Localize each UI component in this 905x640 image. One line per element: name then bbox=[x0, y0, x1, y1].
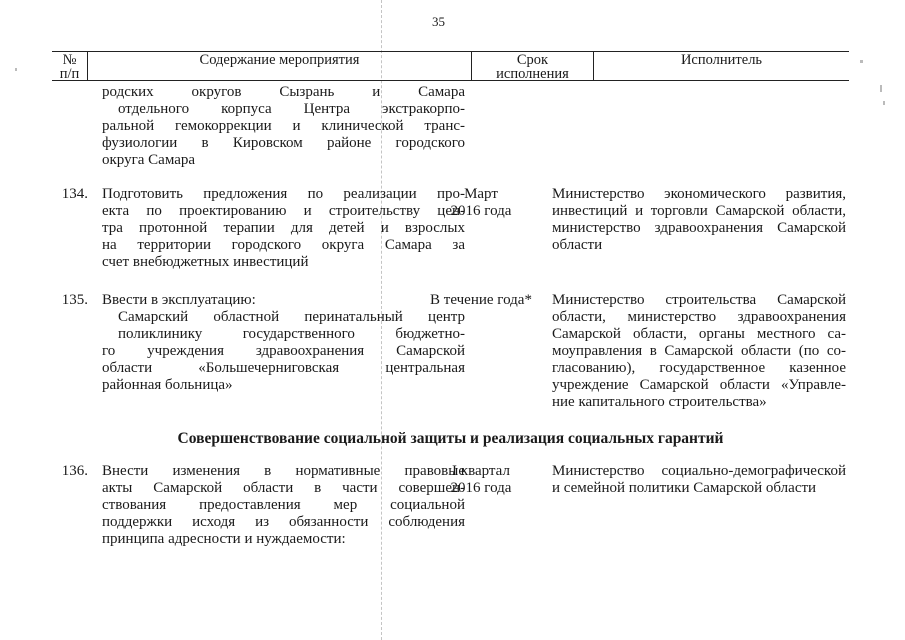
table-header bbox=[52, 51, 849, 81]
header-number-line: № bbox=[62, 52, 77, 68]
row-term bbox=[420, 186, 542, 220]
scan-speck bbox=[883, 101, 885, 105]
row-number: 135. bbox=[61, 292, 88, 308]
term-line: I квартал bbox=[452, 463, 510, 479]
content-line: родских округов Сызрань и Самара bbox=[102, 84, 465, 100]
row-number: 134. bbox=[61, 186, 88, 202]
content-line: Ввести в эксплуатацию: bbox=[102, 292, 256, 308]
executor-line: гласованию), государственное казенное bbox=[552, 360, 846, 376]
header-number bbox=[52, 52, 88, 80]
executor-line: области bbox=[552, 237, 603, 253]
scan-speck bbox=[860, 60, 863, 63]
content-line: екта по проектированию и строительству цен- bbox=[102, 203, 465, 219]
row-content bbox=[102, 84, 465, 169]
executor-line: инвестиций и торговли Самарской области, bbox=[552, 203, 846, 219]
content-line: поликлинику государственного бюджетно- bbox=[118, 326, 465, 342]
header-term-line: Срок bbox=[516, 52, 549, 68]
row-content bbox=[102, 186, 465, 271]
row-executor bbox=[552, 186, 846, 254]
section-heading: Совершенствование социальной защиты и реализация социальных гарантий bbox=[177, 430, 724, 447]
executor-line: министерство здравоохранения Самарской bbox=[552, 220, 846, 236]
header-term bbox=[472, 52, 594, 80]
executor-line: Министерство строительства Самарской bbox=[552, 292, 846, 308]
term-line: 2016 года bbox=[450, 203, 512, 219]
scan-speck bbox=[880, 85, 882, 92]
executor-line: ние капитального строительства» bbox=[552, 394, 767, 410]
content-line: го учреждения здравоохранения Самарской bbox=[102, 343, 465, 359]
scan-speck bbox=[15, 68, 17, 71]
content-line: отдельного корпуса Центра экстракорпо- bbox=[118, 101, 465, 117]
content-line: Подготовить предложения по реализации про- bbox=[102, 186, 465, 202]
content-line: акты Самарской области в части совершен- bbox=[102, 480, 465, 496]
content-line: тра протонной терапии для детей и взрослых bbox=[102, 220, 465, 236]
content-line: ральной гемокоррекции и клинической транс- bbox=[102, 118, 465, 134]
content-line: счет внебюджетных инвестиций bbox=[102, 254, 309, 270]
executor-line: области, министерство здравоохранения bbox=[552, 309, 846, 325]
term-line: В течение года* bbox=[430, 292, 532, 308]
row-number: 136. bbox=[61, 463, 88, 479]
header-number-line: п/п bbox=[59, 66, 80, 82]
executor-line: Министерство социально-демографической bbox=[552, 463, 846, 479]
content-line: области «Большечерниговская центральная bbox=[102, 360, 465, 376]
term-line: 2016 года bbox=[450, 480, 512, 496]
content-line: ствования предоставления мер социальной bbox=[102, 497, 465, 513]
row-executor bbox=[552, 463, 846, 497]
content-line: районная больница» bbox=[102, 377, 233, 393]
row-content bbox=[102, 463, 465, 548]
executor-line: Министерство экономического развития, bbox=[552, 186, 846, 202]
row-term bbox=[420, 463, 542, 497]
executor-line: учреждение Самарской области «Управле- bbox=[552, 377, 846, 393]
header-content: Содержание мероприятия bbox=[88, 52, 472, 80]
page-number: 35 bbox=[432, 14, 445, 29]
content-line: фузиологии в Кировском районе городского bbox=[102, 135, 465, 151]
header-executor: Исполнитель bbox=[680, 52, 763, 68]
content-line: Самарский областной перинатальный центр bbox=[118, 309, 465, 325]
header-term-line: исполнения bbox=[496, 66, 569, 82]
content-line: округа Самара bbox=[102, 152, 196, 168]
executor-line: и семейной политики Самарской области bbox=[552, 480, 817, 496]
content-line: Внести изменения в нормативные правовые bbox=[102, 463, 465, 479]
executor-line: моуправления в Самарской области (по со- bbox=[552, 343, 846, 359]
content-line: на территории городского округа Самара за bbox=[102, 237, 465, 253]
content-line: поддержки исходя из обязанности соблюдения bbox=[102, 514, 465, 530]
row-term bbox=[420, 292, 542, 309]
executor-line: Самарской области, органы местного са- bbox=[552, 326, 846, 342]
content-line: принципа адресности и нуждаемости: bbox=[102, 531, 346, 547]
term-line: Март bbox=[464, 186, 498, 202]
row-executor bbox=[552, 292, 846, 411]
row-content bbox=[102, 292, 465, 394]
